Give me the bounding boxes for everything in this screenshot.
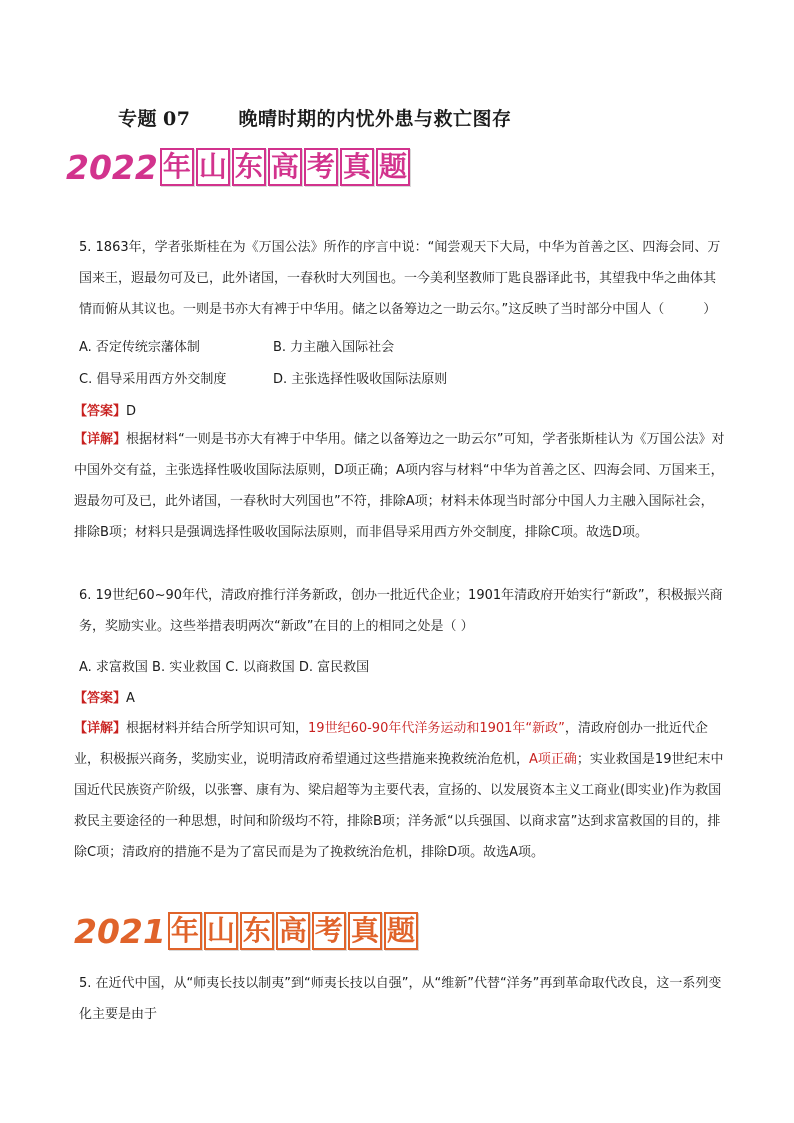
banner-char: 题 xyxy=(376,148,410,186)
question-5-option-a: A. 否定传统宗藩体制 xyxy=(79,340,200,355)
explain-tag: 【详解】 xyxy=(74,432,127,447)
title-topic: 专题 xyxy=(118,108,158,130)
question-6-explanation xyxy=(74,713,726,868)
banner-char: 山 xyxy=(204,912,238,950)
explain-highlight: A项正确 xyxy=(529,752,577,767)
banner-char: 高 xyxy=(268,148,302,186)
banner-char: 东 xyxy=(240,912,274,950)
question-5-option-c: C. 倡导采用西方外交制度 xyxy=(79,372,227,387)
question-2021-5-stem: 5. 在近代中国，从“师夷长技以制夷”到“师夷长技以自强”，从“维新”代替“洋务”再到革命取代改良，这一系列变化主要是由于 xyxy=(79,976,722,1022)
banner-char: 高 xyxy=(276,912,310,950)
question-5-explanation xyxy=(74,424,726,548)
banner-char: 考 xyxy=(312,912,346,950)
title-text: 晚晴时期的内忧外患与救亡图存 xyxy=(238,108,512,130)
question-6-stem: 6. 19世纪60~90年代，清政府推行洋务新政，创办一批近代企业；1901年清政府开始实行“新政”，积极振兴商务，奖励实业。这些举措表明两次“新政”在目的上的相同之处是（ ） xyxy=(79,588,723,634)
question-5-answer xyxy=(74,400,136,419)
page-title xyxy=(118,104,511,131)
banner-char: 山 xyxy=(196,148,230,186)
banner-2021-exam xyxy=(74,910,420,952)
explain-text: ，清政府创办一批近代企业，积极振兴商务，奖励实业，说明清政府希望通过这些措施来挽救统治危机， xyxy=(74,721,708,767)
explain-tag: 【详解】 xyxy=(74,721,127,736)
banner-2022-exam xyxy=(66,146,412,188)
answer-tag: 【答案】 xyxy=(74,691,127,706)
answer-value: A xyxy=(126,691,135,706)
explain-text: 根据材料“一则是书亦大有裨于中华用。储之以备筹边之一助云尔”可知，学者张斯桂认为《万国公法》对中国外交有益，主张选择性吸收国际法原则，D项正确；A项内容与材料“中华为首善之区、四海会同、万国来王，遐最勿可及已，此外诸国，一春秋时大列国也”不符，排除A项；材料未体现当时部分中国人力主融入国际社会，排除B项；材料只是强调选择性吸收国际法原则，而非倡导采用西方外交制度，排除C项。故选D项。 xyxy=(74,432,725,540)
question-6-options: A. 求富救国 B. 实业救国 C. 以商救国 D. 富民救国 xyxy=(79,660,370,675)
banner-char: 东 xyxy=(232,148,266,186)
banner-char: 真 xyxy=(340,148,374,186)
banner-char: 真 xyxy=(348,912,382,950)
explain-text: 根据材料并结合所学知识可知， xyxy=(126,721,309,736)
answer-value: D xyxy=(126,404,137,419)
explain-text: ；实业救国是19世纪末中国近代民族资产阶级，以张謇、康有为、梁启超等为主要代表，宣扬的、以发展资本主义工商业(即实业)作为救国救民主要途径的一种思想，时间和阶级均不符，排除B项；洋务派“以兵强国、以商求富”达到求富救国的目的，排除C项；清政府的措施不是为了富民而是为了挽救统治危机，排除D项。故选A项。 xyxy=(74,752,724,860)
title-number: 07 xyxy=(163,108,191,130)
question-6-answer xyxy=(74,687,135,706)
banner-char: 考 xyxy=(304,148,338,186)
question-5-option-b: B. 力主融入国际社会 xyxy=(273,340,395,355)
banner-char: 年 xyxy=(168,912,202,950)
question-5-stem: 5. 1863年，学者张斯桂在为《万国公法》所作的序言中说：“闻尝观天下大局，中华为首善之区、四海会同、万国来王，遐最勿可及已，此外诸国，一春秋时大列国也。一今美利坚教师丁匙良器译此书，其望我中华之曲体其情而俯从其议也。一则是书亦大有裨于中华用。储之以备筹边之一助云尔。”这反映了当时部分中国人（ ） xyxy=(79,240,721,317)
banner-year: 2022 xyxy=(66,147,158,187)
banner-year: 2021 xyxy=(74,911,166,951)
explain-highlight: 19世纪60-90年代洋务运动和1901年“新政” xyxy=(308,721,565,736)
answer-tag: 【答案】 xyxy=(74,404,127,419)
question-5-option-d: D. 主张选择性吸收国际法原则 xyxy=(273,372,448,387)
banner-char: 题 xyxy=(384,912,418,950)
banner-char: 年 xyxy=(160,148,194,186)
